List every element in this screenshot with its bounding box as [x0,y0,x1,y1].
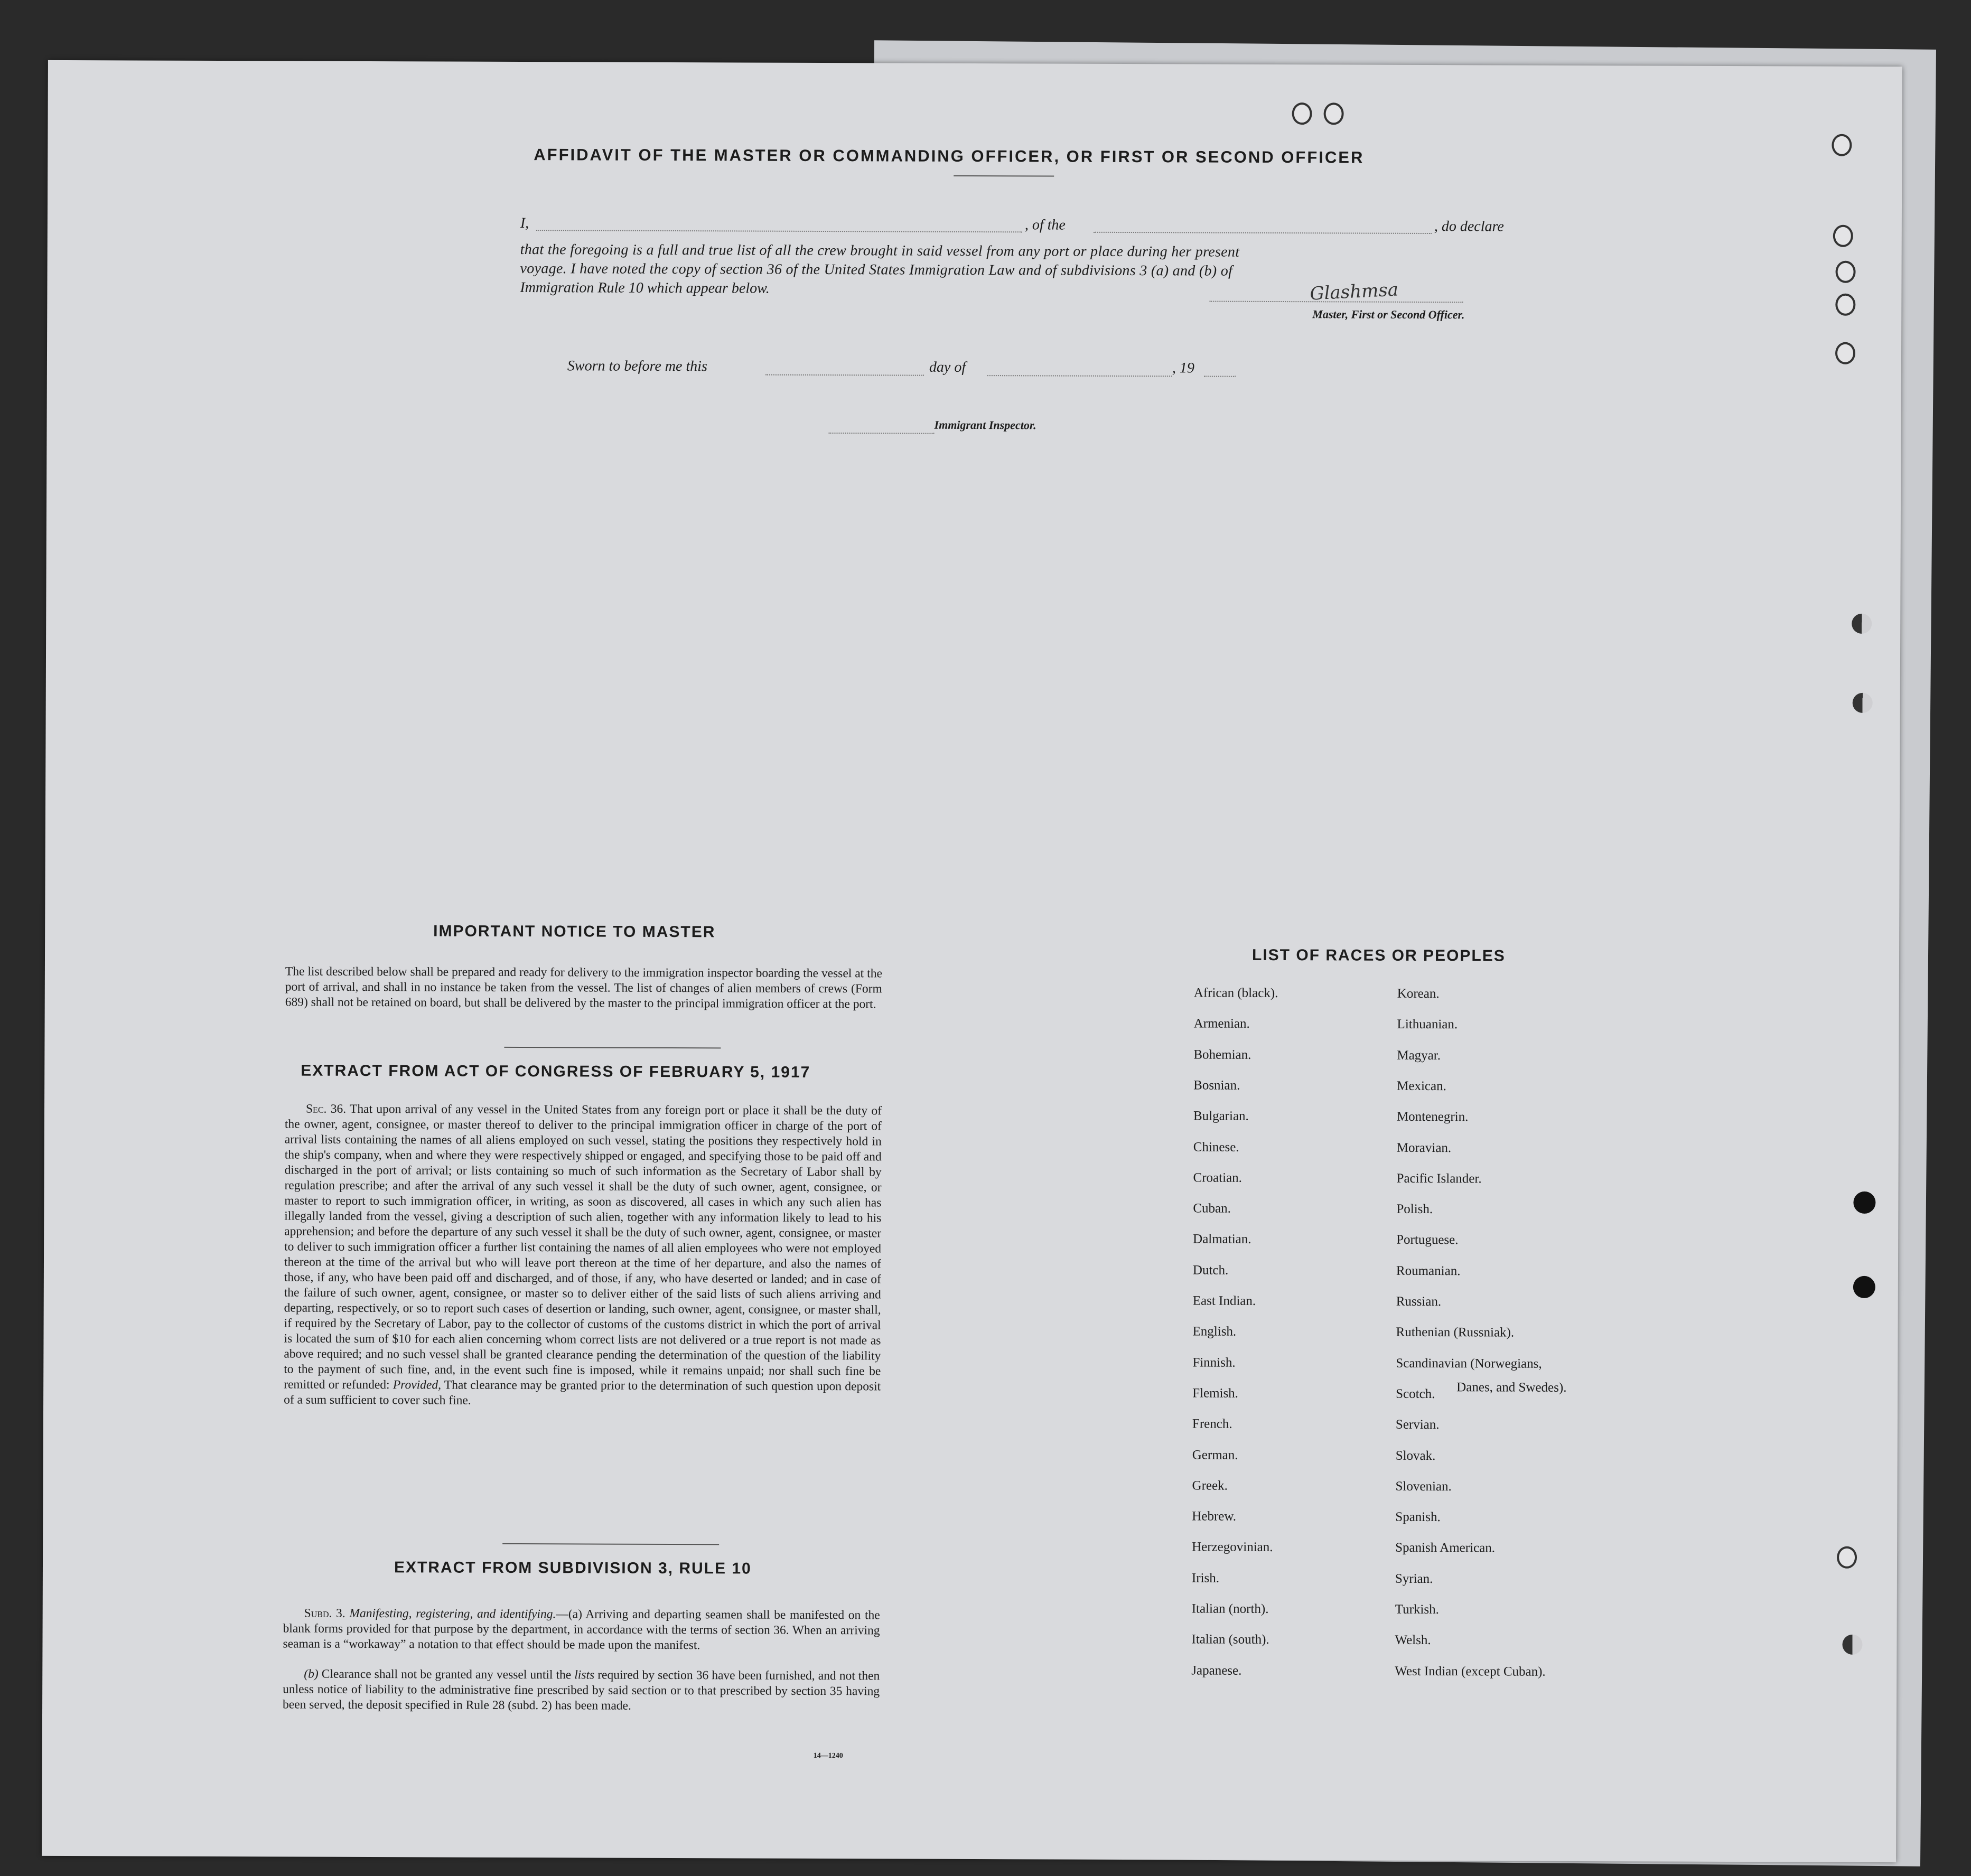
race-item: French. [1192,1417,1232,1431]
para-b-text-1: Clearance shall not be granted any vessel until the [321,1667,572,1682]
subd-label: Subd. 3. [304,1606,345,1620]
race-item: Italian (south). [1191,1632,1269,1647]
act-title: EXTRACT FROM ACT OF CONGRESS OF FEBRUARY 5, 1917 [301,1062,811,1081]
affidavit-title: AFFIDAVIT OF THE MASTER OR COMMANDING OFFICER, OR FIRST OR SECOND OFFICER [534,145,1365,167]
section-36-text: That upon arrival of any vessel in the United States from any foreign port or place it shall be the duty of the owner, agent, consignee, or master thereof to deliver to the principal immigration officer in charge of the port of arrival lists containing the names of all aliens employed on such vessel, stating the positions they respectively hold in the ship's company, when and where they were respectively shipped or engaged, and specifying those to be paid off and discharged in the port of arrival; or lists containing so much of such information as the Secretary of Labor shall by regulation prescribe; and after the arrival of any such vessel it shall be the duty of such owner, agent, consignee, or master to report to such immigration officer, in writing, as soon as discovered, all cases in which any such alien has illegally landed from the vessel, giving a description of such alien, together with any information likely to lead to his apprehension; and before the departure of any such vessel it shall be the duty of such owner, agent, consignee, or master to deliver to such immigration officer a further list containing the names of all alien employees who were not employed thereon at the time of the arrival but who will leave port thereon at the time of her departure, and also the names of those, if any, who have been paid off and discharged, and of those, if any, who have deserted or landed; and in case of the failure of such owner, agent, consignee, or master so to deliver either of the said lists of such aliens arriving and departing, respectively, or so to report such cases of desertion or landing, such owner, agent, consignee, or master shall, if required by the Secretary of Labor, pay to the collector of customs of the customs district in which the port of arrival is located the sum of $10 for each alien concerning whom correct lists are not delivered or a true report is not made as above required; and no such vessel shall be granted clearance pending the determination of the question of the liability to the payment of such fine, and, in the event such fine is imposed, while it remains unpaid; nor shall such fine be remitted or refunded: [284,1102,882,1392]
race-item: Scandinavian (Norwegians, [1396,1356,1542,1371]
binder-hole-icon [1842,1635,1862,1655]
race-item: Spanish. [1395,1509,1441,1525]
binder-hole-icon [1835,294,1855,316]
affidavit-line-3: voyage. I have noted the copy of section 36 of the United States Immigration Law and of subdivisions 3 (a) and (b) of [520,260,1233,279]
race-item: Korean. [1397,986,1440,1001]
binder-hole-icon [1835,261,1855,283]
sworn-text: Sworn to before me this [567,358,707,375]
proviso-text: That clearance may be granted prior to the determination of such question upon deposit of a sum sufficient to cover such fine. [284,1378,881,1408]
race-item: Magyar. [1397,1048,1441,1063]
subd-heading: Manifesting, registering, and identifying. [349,1606,556,1621]
race-item: Flemish. [1192,1386,1239,1401]
vessel-blank [1094,232,1432,234]
notice-text: The list described below shall be prepared and ready for delivery to the immigration inspector boarding the vessel at the port of arrival, and shall in no instance be taken from the vessel. The list of changes of alien members of crews (Form 689) shall not be retained on board, but shall be delivered by the master to the principal immigration officer at the port. [285,964,882,1011]
title-rule [954,175,1054,177]
race-item: Montenegrin. [1396,1109,1469,1124]
binder-hole-icon [1852,614,1872,634]
race-item: Polish. [1396,1202,1433,1217]
race-item: Finnish. [1192,1355,1236,1370]
notice-title: IMPORTANT NOTICE TO MASTER [433,922,716,941]
rule-title: EXTRACT FROM SUBDIVISION 3, RULE 10 [394,1559,752,1578]
affidavit-line-2: that the foregoing is a full and true list of all the crew brought in said vessel from any port or place during her present [520,241,1240,260]
affidavit-line-4: Immigration Rule 10 which appear below. [520,279,770,297]
proviso-label: Provided, [393,1378,442,1392]
race-item: Pacific Islander. [1396,1171,1482,1186]
punch-hole-icon [1324,102,1344,125]
race-item: Servian. [1395,1417,1440,1432]
section-rule [504,1047,721,1048]
race-item: Chinese. [1193,1140,1239,1155]
inspector-label: Immigrant Inspector. [934,418,1036,432]
race-item: Portuguese. [1396,1232,1459,1247]
race-item: Cuban. [1193,1201,1231,1216]
document-page [42,60,1902,1862]
binder-hole-icon [1837,1546,1857,1569]
binder-hole-icon [1853,1192,1875,1214]
binder-hole-icon [1832,134,1852,156]
signature-image: Glashmsa [1309,279,1399,305]
affidavit-i: I, [520,215,529,232]
inspector-line [828,433,934,434]
section-label: Sec. 36. [305,1102,347,1116]
para-b-lists: lists [574,1668,595,1682]
race-item: Scotch. [1396,1386,1435,1402]
punch-hole-icon [1292,102,1312,125]
para-b-label: (b) [304,1667,319,1681]
race-item: Irish. [1191,1571,1220,1586]
para-b-text-2: required by section 36 have been furnished, and not then unless notice of liability to the administrative fine prescribed by said section or to that prescribed by section 35 having been served, the deposit specified in Rule 28 (subd. 2) has been made. [283,1668,880,1713]
month-blank [987,375,1172,377]
affidavit-declare: , do declare [1434,218,1504,235]
race-item: Welsh. [1395,1633,1431,1648]
race-item: Hebrew. [1192,1509,1237,1524]
race-item-continuation: Danes, and Swedes). [1456,1380,1567,1395]
race-item: African (black). [1193,986,1278,1001]
race-item: Bohemian. [1193,1047,1251,1062]
year-blank [1204,376,1236,377]
race-item: Syrian. [1395,1571,1433,1587]
races-title: LIST OF RACES OR PEOPLES [1251,946,1506,965]
race-item: Herzegovinian. [1192,1540,1273,1554]
form-number: 14—1240 [813,1751,843,1760]
race-item: English. [1192,1324,1237,1339]
binder-hole-icon [1853,1276,1875,1298]
race-item: Roumanian. [1396,1263,1461,1279]
act-text [284,1101,882,1410]
affidavit-of-the: , of the [1024,217,1066,233]
race-item: Dalmatian. [1193,1232,1251,1246]
race-item: East Indian. [1192,1293,1256,1308]
race-item: Greek. [1192,1478,1228,1493]
race-item: Bosnian. [1193,1078,1240,1093]
race-item: Ruthenian (Russniak). [1396,1325,1515,1340]
day-of-text: day of [929,359,966,376]
race-item: Slovenian. [1395,1479,1452,1494]
race-item: Slovak. [1395,1448,1436,1464]
subd-para-a: —(a) Arriving and departing seamen shall be manifested on the blank forms provided for that purpose by the department, in accordance with the terms of section 36. When an arriving seaman is a “workaway” a notation to that effect should be made upon the manifest. [283,1607,880,1653]
race-item: German. [1192,1448,1238,1462]
race-item: West Indian (except Cuban). [1395,1664,1546,1679]
race-item: Turkish. [1395,1602,1439,1617]
binder-hole-icon [1853,693,1873,713]
race-item: Japanese. [1191,1663,1242,1678]
race-item: Russian. [1396,1294,1442,1309]
rule-para-a [283,1606,880,1654]
race-item: Italian (north). [1191,1601,1269,1616]
race-item: Croatian. [1193,1170,1242,1185]
binder-hole-icon [1833,225,1853,247]
binder-hole-icon [1835,342,1855,364]
race-item: Lithuanian. [1397,1017,1458,1032]
rule-para-b [283,1666,880,1714]
race-item: Spanish American. [1395,1540,1496,1555]
section-rule [502,1543,719,1545]
race-item: Moravian. [1396,1140,1452,1156]
name-blank [536,230,1022,232]
race-item: Mexican. [1397,1078,1446,1094]
year-text: , 19 [1172,360,1194,377]
race-item: Bulgarian. [1193,1109,1249,1123]
race-item: Armenian. [1193,1016,1250,1031]
day-blank [765,374,924,376]
signer-title: Master, First or Second Officer. [1312,307,1465,322]
race-item: Dutch. [1192,1263,1229,1278]
